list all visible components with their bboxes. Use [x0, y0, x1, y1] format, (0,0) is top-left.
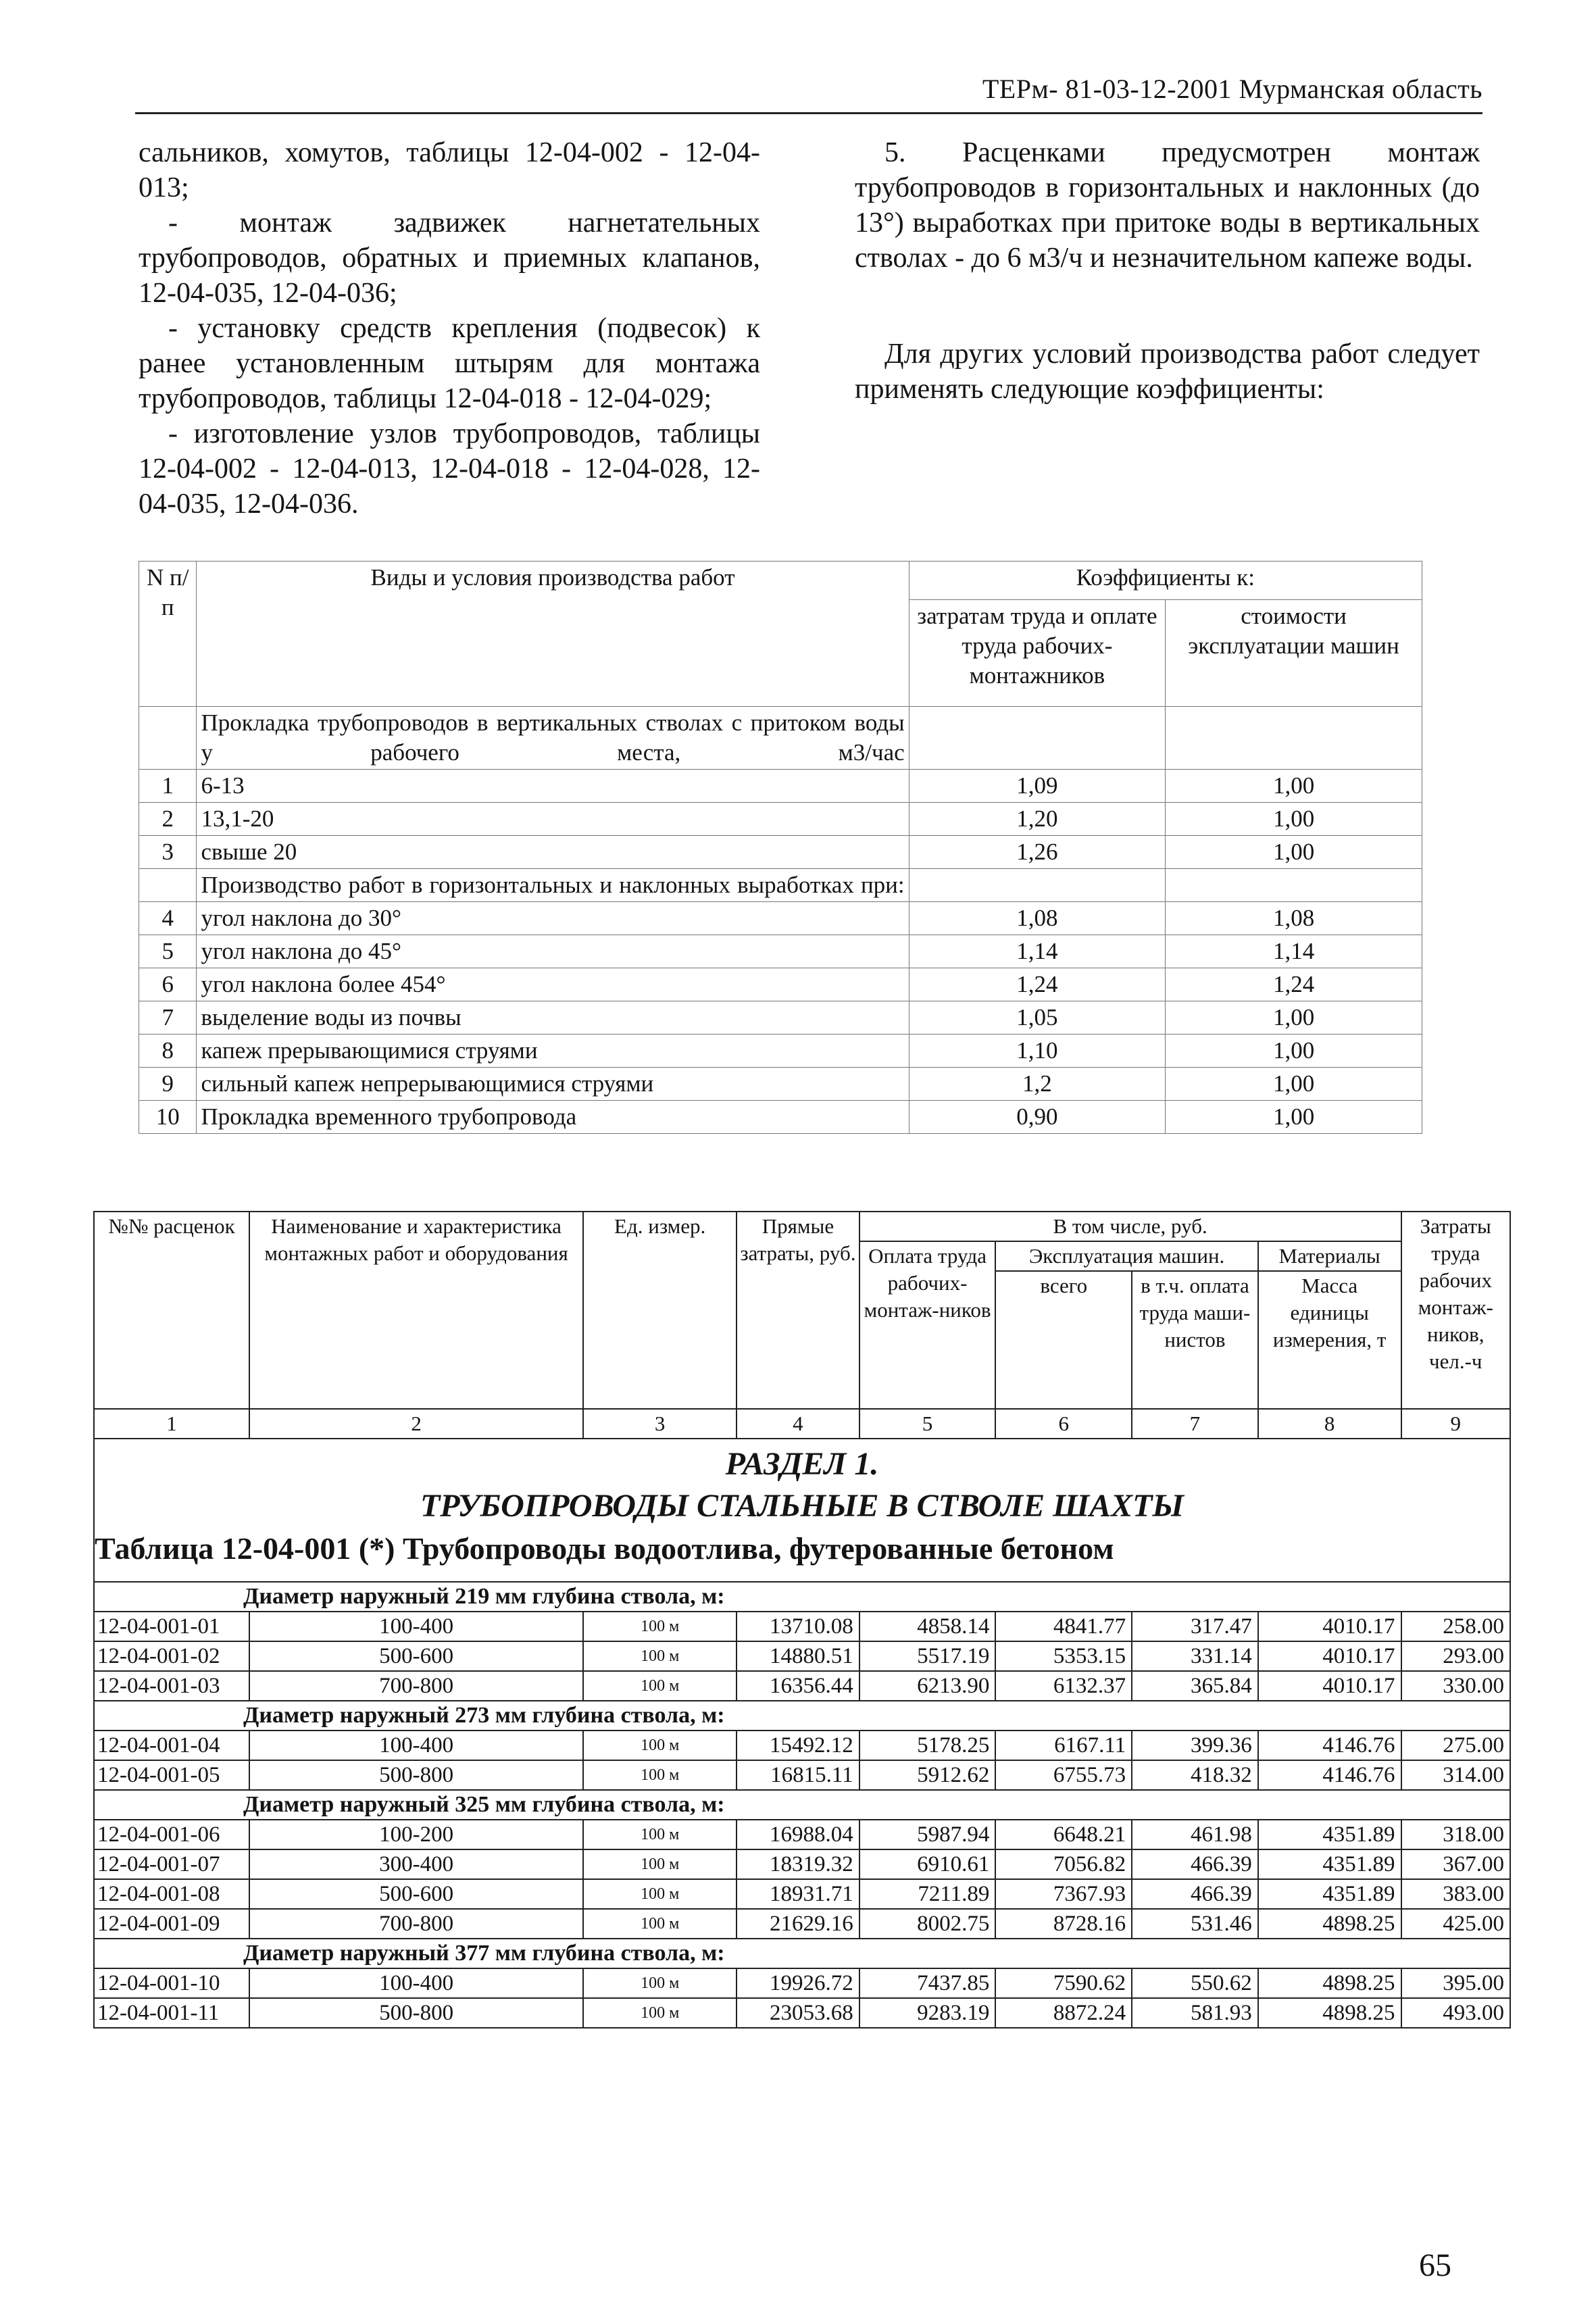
header-machines-total: всего	[995, 1271, 1132, 1409]
mass: 4351.89	[1258, 1879, 1401, 1909]
machinists-pay: 550.62	[1132, 1968, 1258, 1998]
labor-hours: 258.00	[1401, 1612, 1510, 1641]
header-number: N п/п	[139, 562, 197, 707]
work-name: 300-400	[249, 1849, 583, 1879]
header-mass: Масса единицы измерения, т	[1258, 1271, 1401, 1409]
row-number: 5	[139, 935, 197, 968]
machines-total: 7367.93	[995, 1879, 1132, 1909]
mass: 4146.76	[1258, 1760, 1401, 1790]
table-row	[94, 1760, 1510, 1790]
work-name: 100-400	[249, 1968, 583, 1998]
table-row	[94, 1968, 1510, 1998]
rate-code: 12-04-001-10	[94, 1968, 249, 1998]
column-number: 9	[1401, 1409, 1510, 1439]
paragraph: 5. Расценками предусмотрен монтаж трубопроводов в горизонтальных и наклонных (до 13°) выработках при притоке воды в вертикальных стволах - до 6 м3/ч и незначительном капеже воды.	[855, 137, 1480, 274]
direct-cost: 16988.04	[737, 1820, 859, 1849]
labor-hours: 367.00	[1401, 1849, 1510, 1879]
mass: 4010.17	[1258, 1612, 1401, 1641]
document-header: ТЕРм- 81-03-12-2001 Мурманская область	[982, 74, 1482, 104]
page-number: 65	[1419, 2247, 1451, 2283]
coefficients-table	[139, 561, 1422, 1134]
rate-code: 12-04-001-11	[94, 1998, 249, 2028]
unit: 100 м	[583, 1998, 737, 2028]
labor-pay: 6910.61	[859, 1849, 996, 1879]
direct-cost: 16356.44	[737, 1671, 859, 1701]
mass: 4898.25	[1258, 1909, 1401, 1939]
group-title: Производство работ в горизонтальных и наклонных выработках при:	[197, 869, 909, 902]
machinists-pay: 581.93	[1132, 1998, 1258, 2028]
table-row	[94, 1998, 1510, 2028]
row-labor-coef: 1,08	[909, 902, 1166, 935]
row-machine-coef: 1,00	[1166, 836, 1422, 869]
rate-code: 12-04-001-07	[94, 1849, 249, 1879]
table-row	[94, 1612, 1510, 1641]
direct-cost: 13710.08	[737, 1612, 859, 1641]
group-title: Диаметр наружный 325 мм глубина ствола, м:	[94, 1790, 1510, 1820]
labor-pay: 7437.85	[859, 1968, 996, 1998]
mass: 4351.89	[1258, 1820, 1401, 1849]
group-row	[94, 1939, 1510, 1968]
row-number: 7	[139, 1001, 197, 1035]
header-kind: Виды и условия производства работ	[197, 562, 909, 707]
labor-hours: 395.00	[1401, 1968, 1510, 1998]
row-condition: 13,1-20	[197, 803, 909, 836]
row-number: 3	[139, 836, 197, 869]
direct-cost: 18931.71	[737, 1879, 859, 1909]
row-labor-coef: 1,09	[909, 770, 1166, 803]
coef-row	[139, 1068, 1422, 1101]
labor-hours: 275.00	[1401, 1731, 1510, 1760]
section-name: ТРУБОПРОВОДЫ СТАЛЬНЫЕ В СТВОЛЕ ШАХТЫ	[420, 1488, 1184, 1524]
paragraph: сальников, хомутов, таблицы 12-04-002 - 12-04-013;	[139, 137, 760, 203]
labor-pay: 6213.90	[859, 1671, 996, 1701]
coef-row	[139, 836, 1422, 869]
table-row	[94, 1731, 1510, 1760]
row-number: 2	[139, 803, 197, 836]
machinists-pay: 418.32	[1132, 1760, 1258, 1790]
row-labor-coef: 1,24	[909, 968, 1166, 1001]
work-name: 100-200	[249, 1820, 583, 1849]
direct-cost: 21629.16	[737, 1909, 859, 1939]
row-machine-coef: 1,24	[1166, 968, 1422, 1001]
direct-cost: 19926.72	[737, 1968, 859, 1998]
group-title: Диаметр наружный 273 мм глубина ствола, м:	[94, 1701, 1510, 1731]
coef-row	[139, 1035, 1422, 1068]
direct-cost: 14880.51	[737, 1641, 859, 1671]
labor-pay: 4858.14	[859, 1612, 996, 1641]
labor-pay: 8002.75	[859, 1909, 996, 1939]
rate-code: 12-04-001-01	[94, 1612, 249, 1641]
header-labor: затратам труда и оплате труда рабочих-монтажников	[909, 599, 1166, 706]
header-name: Наименование и характеристика монтажных работ и оборудования	[249, 1212, 583, 1409]
machines-total: 7056.82	[995, 1849, 1132, 1879]
unit: 100 м	[583, 1968, 737, 1998]
paragraph: - изготовление узлов трубопроводов, таблицы 12-04-002 - 12-04-013, 12-04-018 - 12-04-028, 12-04-035, 12-04-036.	[139, 418, 760, 520]
work-name: 100-400	[249, 1731, 583, 1760]
mass: 4146.76	[1258, 1731, 1401, 1760]
header-including: В том числе, руб.	[859, 1212, 1401, 1241]
work-name: 500-800	[249, 1998, 583, 2028]
work-name: 700-800	[249, 1909, 583, 1939]
row-machine-coef: 1,00	[1166, 803, 1422, 836]
header-direct-cost: Прямые затраты, руб.	[737, 1212, 859, 1409]
table-row	[94, 1641, 1510, 1671]
coef-row	[139, 935, 1422, 968]
row-number: 1	[139, 770, 197, 803]
row-condition: капеж прерывающимися струями	[197, 1035, 909, 1068]
machines-total: 5353.15	[995, 1641, 1132, 1671]
row-condition: угол наклона до 45°	[197, 935, 909, 968]
machines-total: 8728.16	[995, 1909, 1132, 1939]
header-unit: Ед. измер.	[583, 1212, 737, 1409]
rate-code: 12-04-001-06	[94, 1820, 249, 1849]
row-labor-coef: 1,26	[909, 836, 1166, 869]
group-row	[94, 1790, 1510, 1820]
row-condition: сильный капеж непрерывающимися струями	[197, 1068, 909, 1101]
machinists-pay: 365.84	[1132, 1671, 1258, 1701]
header-rule	[135, 112, 1482, 114]
work-name: 500-600	[249, 1879, 583, 1909]
machinists-pay: 531.46	[1132, 1909, 1258, 1939]
machines-total: 4841.77	[995, 1612, 1132, 1641]
group-row	[94, 1701, 1510, 1731]
column-number: 3	[583, 1409, 737, 1439]
machinists-pay: 317.47	[1132, 1612, 1258, 1641]
row-number: 6	[139, 968, 197, 1001]
labor-hours: 425.00	[1401, 1909, 1510, 1939]
paragraph: - монтаж задвижек нагнетательных трубопроводов, обратных и приемных клапанов, 12-04-035, 12-04-036;	[139, 207, 760, 309]
machinists-pay: 399.36	[1132, 1731, 1258, 1760]
rate-code: 12-04-001-08	[94, 1879, 249, 1909]
row-condition: угол наклона до 30°	[197, 902, 909, 935]
machines-total: 6755.73	[995, 1760, 1132, 1790]
column-number: 2	[249, 1409, 583, 1439]
unit: 100 м	[583, 1849, 737, 1879]
row-labor-coef: 1,2	[909, 1068, 1166, 1101]
row-labor-coef: 0,90	[909, 1101, 1166, 1134]
unit: 100 м	[583, 1820, 737, 1849]
machines-total: 6648.21	[995, 1820, 1132, 1849]
labor-hours: 383.00	[1401, 1879, 1510, 1909]
table-row	[94, 1671, 1510, 1701]
table-row	[94, 1909, 1510, 1939]
work-name: 700-800	[249, 1671, 583, 1701]
rate-code: 12-04-001-04	[94, 1731, 249, 1760]
row-condition: свыше 20	[197, 836, 909, 869]
labor-hours: 314.00	[1401, 1760, 1510, 1790]
group-title: Диаметр наружный 219 мм глубина ствола, м:	[94, 1582, 1510, 1612]
work-name: 500-800	[249, 1760, 583, 1790]
labor-pay: 7211.89	[859, 1879, 996, 1909]
left-text-column	[139, 135, 760, 522]
column-number: 4	[737, 1409, 859, 1439]
unit: 100 м	[583, 1671, 737, 1701]
row-machine-coef: 1,14	[1166, 935, 1422, 968]
machines-total: 8872.24	[995, 1998, 1132, 2028]
machinists-pay: 466.39	[1132, 1879, 1258, 1909]
labor-hours: 493.00	[1401, 1998, 1510, 2028]
row-machine-coef: 1,00	[1166, 1101, 1422, 1134]
labor-pay: 5912.62	[859, 1760, 996, 1790]
machines-total: 6167.11	[995, 1731, 1132, 1760]
mass: 4898.25	[1258, 1998, 1401, 2028]
coef-row	[139, 1001, 1422, 1035]
header-codes: №№ расценок	[94, 1212, 249, 1409]
group-title: Прокладка трубопроводов в вертикальных стволах с притоком воды у рабочего места, м3/час	[197, 707, 909, 770]
coef-row	[139, 803, 1422, 836]
paragraph: Для других условий производства работ следует применять следующие коэффициенты:	[855, 339, 1480, 405]
labor-pay: 9283.19	[859, 1998, 996, 2028]
right-text-column	[855, 135, 1480, 407]
column-number: 7	[1132, 1409, 1258, 1439]
table-title: Таблица 12-04-001 (*) Трубопроводы водоотлива, футерованные бетоном	[94, 1528, 1510, 1582]
machines-total: 7590.62	[995, 1968, 1132, 1998]
row-condition: Прокладка временного трубопровода	[197, 1101, 909, 1134]
row-machine-coef: 1,08	[1166, 902, 1422, 935]
column-number: 6	[995, 1409, 1132, 1439]
row-number: 4	[139, 902, 197, 935]
column-number: 5	[859, 1409, 996, 1439]
header-machinists-pay: в т.ч. оплата труда маши-нистов	[1132, 1271, 1258, 1409]
coef-row	[139, 770, 1422, 803]
work-name: 100-400	[249, 1612, 583, 1641]
unit: 100 м	[583, 1731, 737, 1760]
price-table	[93, 1211, 1511, 2028]
header-machine: стоимости эксплуатации машин	[1166, 599, 1422, 706]
unit: 100 м	[583, 1612, 737, 1641]
unit: 100 м	[583, 1641, 737, 1671]
row-machine-coef: 1,00	[1166, 770, 1422, 803]
group-row	[94, 1582, 1510, 1612]
section-number: РАЗДЕЛ 1.	[725, 1446, 879, 1482]
table-row	[94, 1879, 1510, 1909]
coef-row	[139, 968, 1422, 1001]
direct-cost: 16815.11	[737, 1760, 859, 1790]
mass: 4351.89	[1258, 1849, 1401, 1879]
direct-cost: 18319.32	[737, 1849, 859, 1879]
row-condition: 6-13	[197, 770, 909, 803]
header-coefficients: Коэффициенты к:	[909, 562, 1422, 600]
rate-code: 12-04-001-03	[94, 1671, 249, 1701]
coef-row	[139, 902, 1422, 935]
machines-total: 6132.37	[995, 1671, 1132, 1701]
work-name: 500-600	[249, 1641, 583, 1671]
labor-pay: 5178.25	[859, 1731, 996, 1760]
header-labor-hours: Затраты труда рабочих монтаж-ников, чел.-ч	[1401, 1212, 1510, 1409]
row-number: 10	[139, 1101, 197, 1134]
row-machine-coef: 1,00	[1166, 1035, 1422, 1068]
rate-code: 12-04-001-05	[94, 1760, 249, 1790]
direct-cost: 15492.12	[737, 1731, 859, 1760]
header-machines: Эксплуатация машин.	[995, 1241, 1257, 1271]
unit: 100 м	[583, 1879, 737, 1909]
labor-pay: 5517.19	[859, 1641, 996, 1671]
section-title	[94, 1439, 1510, 1528]
labor-pay: 5987.94	[859, 1820, 996, 1849]
row-condition: угол наклона более 454°	[197, 968, 909, 1001]
column-number: 8	[1258, 1409, 1401, 1439]
group-title: Диаметр наружный 377 мм глубина ствола, м:	[94, 1939, 1510, 1968]
table-row	[94, 1849, 1510, 1879]
labor-hours: 330.00	[1401, 1671, 1510, 1701]
header-materials: Материалы	[1258, 1241, 1401, 1271]
unit: 100 м	[583, 1909, 737, 1939]
row-machine-coef: 1,00	[1166, 1068, 1422, 1101]
mass: 4010.17	[1258, 1671, 1401, 1701]
row-machine-coef: 1,00	[1166, 1001, 1422, 1035]
machinists-pay: 461.98	[1132, 1820, 1258, 1849]
row-labor-coef: 1,20	[909, 803, 1166, 836]
row-labor-coef: 1,05	[909, 1001, 1166, 1035]
paragraph: - установку средств крепления (подвесок) к ранее установленным штырям для монтажа трубопроводов, таблицы 12-04-018 - 12-04-029;	[139, 313, 760, 414]
row-number: 8	[139, 1035, 197, 1068]
labor-hours: 318.00	[1401, 1820, 1510, 1849]
row-number: 9	[139, 1068, 197, 1101]
header-labor-pay: Оплата труда рабочих-монтаж-ников	[859, 1241, 996, 1409]
table-row	[94, 1820, 1510, 1849]
unit: 100 м	[583, 1760, 737, 1790]
rate-code: 12-04-001-02	[94, 1641, 249, 1671]
mass: 4898.25	[1258, 1968, 1401, 1998]
row-labor-coef: 1,10	[909, 1035, 1166, 1068]
column-number: 1	[94, 1409, 249, 1439]
coef-row	[139, 1101, 1422, 1134]
machinists-pay: 331.14	[1132, 1641, 1258, 1671]
labor-hours: 293.00	[1401, 1641, 1510, 1671]
rate-code: 12-04-001-09	[94, 1909, 249, 1939]
row-condition: выделение воды из почвы	[197, 1001, 909, 1035]
machinists-pay: 466.39	[1132, 1849, 1258, 1879]
row-labor-coef: 1,14	[909, 935, 1166, 968]
direct-cost: 23053.68	[737, 1998, 859, 2028]
mass: 4010.17	[1258, 1641, 1401, 1671]
